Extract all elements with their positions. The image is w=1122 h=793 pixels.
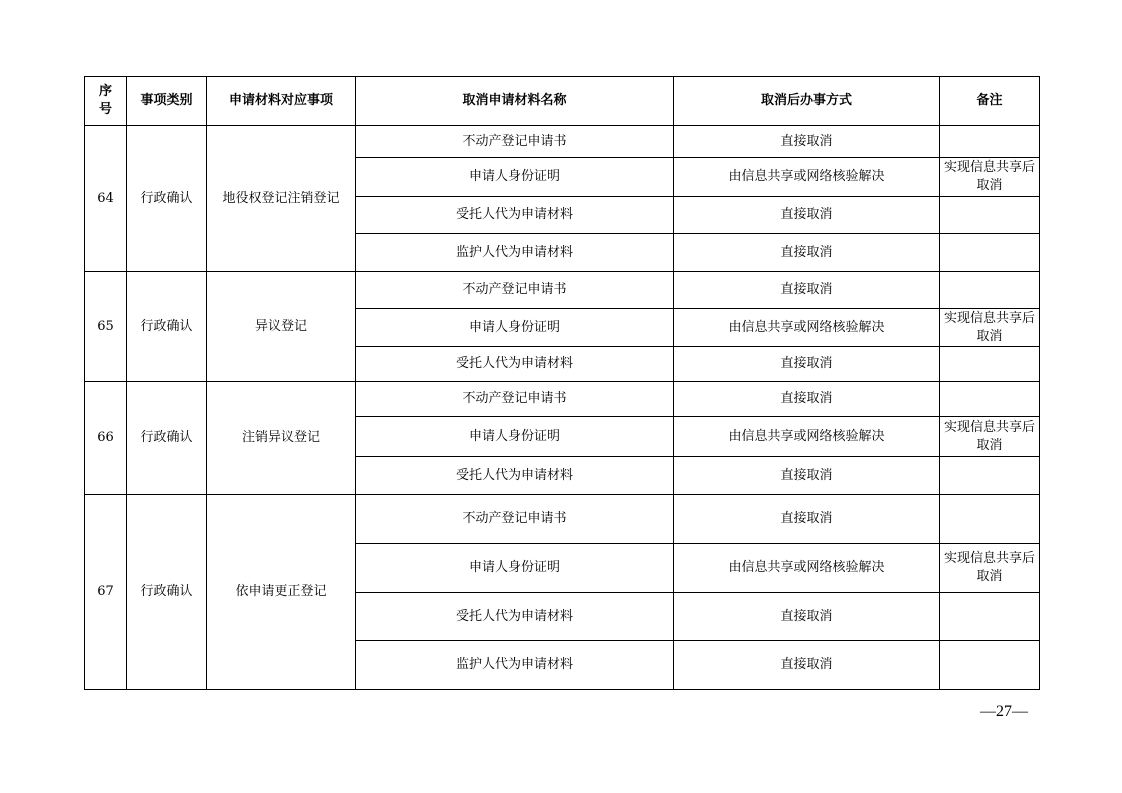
note-cell (940, 593, 1040, 641)
method-cell: 直接取消 (674, 197, 940, 234)
seq-cell: 67 (85, 495, 127, 690)
material-cell: 不动产登记申请书 (356, 382, 674, 417)
item-cell: 异议登记 (207, 272, 356, 382)
seq-cell: 65 (85, 272, 127, 382)
method-cell: 由信息共享或网络核验解决 (674, 158, 940, 197)
note-cell (940, 234, 1040, 272)
note-cell: 实现信息共享后取消 (940, 544, 1040, 593)
header-seq-text: 序号 (98, 84, 112, 117)
header-material: 取消申请材料名称 (356, 77, 674, 126)
material-cell: 受托人代为申请材料 (356, 347, 674, 382)
material-cell: 监护人代为申请材料 (356, 234, 674, 272)
category-cell: 行政确认 (127, 126, 207, 272)
note-cell: 实现信息共享后取消 (940, 417, 1040, 457)
seq-cell: 64 (85, 126, 127, 272)
method-cell: 直接取消 (674, 234, 940, 272)
note-cell (940, 382, 1040, 417)
note-cell: 实现信息共享后取消 (940, 309, 1040, 347)
material-cell: 受托人代为申请材料 (356, 457, 674, 495)
method-cell: 直接取消 (674, 347, 940, 382)
item-cell: 地役权登记注销登记 (207, 126, 356, 272)
material-cell: 受托人代为申请材料 (356, 197, 674, 234)
material-cell: 不动产登记申请书 (356, 272, 674, 309)
note-cell (940, 347, 1040, 382)
material-cell: 不动产登记申请书 (356, 495, 674, 544)
method-cell: 直接取消 (674, 641, 940, 690)
method-cell: 直接取消 (674, 593, 940, 641)
note-cell (940, 126, 1040, 158)
table-row (85, 272, 1040, 309)
header-method: 取消后办事方式 (674, 77, 940, 126)
note-cell (940, 197, 1040, 234)
header-category: 事项类别 (127, 77, 207, 126)
note-cell: 实现信息共享后取消 (940, 158, 1040, 197)
method-cell: 直接取消 (674, 495, 940, 544)
material-table (84, 76, 1040, 690)
item-cell: 注销异议登记 (207, 382, 356, 495)
seq-cell: 66 (85, 382, 127, 495)
header-row (85, 77, 1040, 126)
header-seq (85, 77, 127, 126)
method-cell: 直接取消 (674, 272, 940, 309)
note-cell (940, 495, 1040, 544)
method-cell: 由信息共享或网络核验解决 (674, 544, 940, 593)
method-cell: 由信息共享或网络核验解决 (674, 309, 940, 347)
method-cell: 直接取消 (674, 126, 940, 158)
material-cell: 受托人代为申请材料 (356, 593, 674, 641)
table-row (85, 382, 1040, 417)
item-cell: 依申请更正登记 (207, 495, 356, 690)
page-number: —27— (980, 703, 1028, 720)
note-cell (940, 641, 1040, 690)
category-cell: 行政确认 (127, 495, 207, 690)
header-item: 申请材料对应事项 (207, 77, 356, 126)
material-cell: 申请人身份证明 (356, 544, 674, 593)
note-cell (940, 457, 1040, 495)
material-cell: 申请人身份证明 (356, 417, 674, 457)
material-cell: 申请人身份证明 (356, 309, 674, 347)
category-cell: 行政确认 (127, 272, 207, 382)
method-cell: 由信息共享或网络核验解决 (674, 417, 940, 457)
category-cell: 行政确认 (127, 382, 207, 495)
method-cell: 直接取消 (674, 457, 940, 495)
table-row (85, 495, 1040, 544)
note-cell (940, 272, 1040, 309)
material-cell: 不动产登记申请书 (356, 126, 674, 158)
material-cell: 监护人代为申请材料 (356, 641, 674, 690)
method-cell: 直接取消 (674, 382, 940, 417)
table-row (85, 126, 1040, 158)
material-cell: 申请人身份证明 (356, 158, 674, 197)
header-note: 备注 (940, 77, 1040, 126)
